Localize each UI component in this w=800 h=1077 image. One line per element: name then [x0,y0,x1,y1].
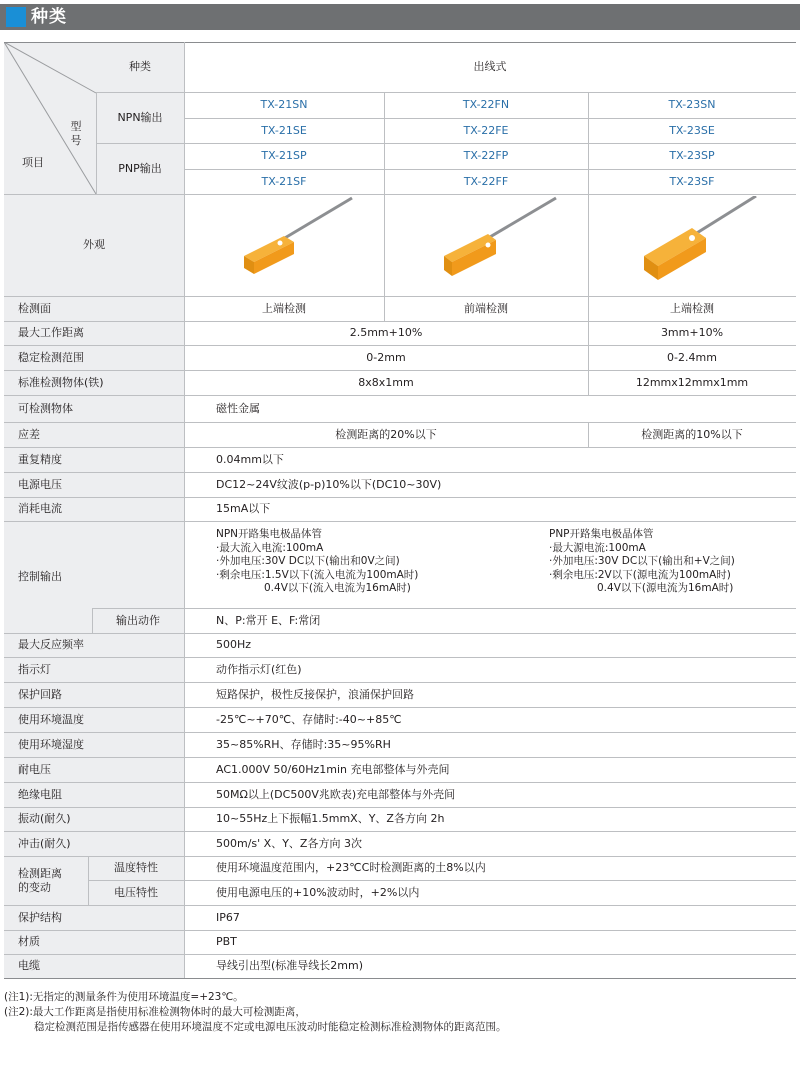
spec-value: 短路保护，极性反接保护，浪涌保护回路 [216,687,414,701]
spec-value: 500m/s' X、Y、Z各方向 3次 [216,836,362,850]
grid-line [96,143,796,144]
spec-value: 8x8x1mm [358,375,414,389]
spec-label: 最大反应频率 [18,638,84,651]
spec-label: 使用环境湿度 [18,737,84,751]
spec-value: 3mm+10% [660,326,724,339]
grid-line [184,42,185,978]
npn-output-spec: NPN开路集电极晶体管 ·最大流入电流:100mA ·外加电压:30V DC以下(输出和0V之间) ·剩余电压:1.5V以下(流入电流为100mA时) 0.4V以下(流入电流为16mA时) [216,528,419,594]
model-cell: TX-23SN [668,98,716,111]
grid-line [384,92,385,321]
model-cell: TX-22FP [463,149,509,162]
spec-value: 导线引出型(标准导线长2mm) [216,959,364,972]
spec-label: 消耗电流 [18,502,62,515]
grid-line [4,807,796,808]
grid-line [92,608,93,633]
model-cell: TX-22FE [463,123,509,137]
spec-label: 应差 [18,427,40,441]
spec-label: 耐电压 [18,762,51,776]
spec-label: 绝缘电阻 [18,787,62,801]
spec-value: 35~85%RH、存储时:35~95%RH [216,737,391,751]
grid-line [96,92,796,93]
spec-value: 10~55Hz上下振幅1.5mmX、Y、Z各方向 2h [216,812,445,825]
spec-value: 0-2mm [366,350,406,364]
type-value: 出线式 [473,60,507,73]
grid-line [588,92,589,395]
grid-line [588,422,589,447]
spec-value: 前端检测 [464,301,508,315]
spec-value: 500Hz [216,638,252,651]
grid-line [4,422,796,423]
footnote: 稳定检测范围是指传感器在使用环境温度不定或电源电压波动时能稳定检测标准检测物体的距离范围。 [34,1021,507,1033]
spec-value: 使用环境温度范围内，+23℃C时检测距离的土8%以内 [216,861,486,874]
spec-value: 检测距离的20%以下 [335,427,437,441]
spec-label: 电缆 [18,959,40,972]
spec-label: 保护结构 [18,910,62,924]
spec-label: 稳定检测范围 [18,350,84,364]
model-cell: TX-23SP [669,149,715,162]
spec-sublabel: 温度特性 [114,861,158,874]
grid-line [184,118,796,119]
grid-line [4,856,796,857]
spec-value: N、P:常开 E、F:常闭 [216,613,321,627]
spec-value: DC12~24V纹波(p-p)10%以下(DC10~30V) [216,477,442,491]
spec-value: 2.5mm+10% [349,326,423,339]
model-cell: TX-23SF [669,174,715,188]
grid-line [88,856,89,905]
appearance-label: 外观 [83,238,105,251]
grid-line [4,497,796,498]
sensor-image-tx21 [230,196,370,294]
spec-label: 使用环境温度 [18,712,84,726]
spec-value: 使用电源电压的+10%波动时，+2%以内 [216,885,420,899]
model-cell: TX-21SF [261,174,307,188]
section-accent-block [6,7,26,27]
model-label: 型号 [70,120,82,147]
grid-line [4,447,796,448]
spec-label: 标准检测物体(铁) [18,375,104,389]
spec-value: 0-2.4mm [667,350,717,364]
spec-value: 12mmx12mmx1mm [635,375,749,389]
npn-output-label: NPN输出 [117,110,163,124]
grid-line [88,880,796,881]
spec-value: 15mA以下 [216,502,271,515]
spec-value: 0.04mm以下 [216,452,284,466]
spec-value: 50MΩ以上(DC500V兆欧表)充电部整体与外壳间 [216,787,456,801]
grid-line [4,782,796,783]
pnp-output-label: PNP输出 [118,161,162,175]
spec-label: 控制输出 [18,570,62,583]
sensor-image-tx22 [430,196,570,294]
table-border-bottom [4,978,796,979]
grid-line [4,682,796,683]
spec-value: 磁性金属 [216,401,260,415]
grid-line [4,657,796,658]
spec-value: 检测距离的10%以下 [641,427,743,441]
model-cell: TX-22FF [463,174,509,188]
footnotes [4,990,507,1035]
pnp-output-spec: PNP开路集电极晶体管 ·最大源电流:100mA ·外加电压:30V DC以下(输出和+V之间) ·剩余电压:2V以下(源电流为100mA时) 0.4V以下(源电流为16mA时) [549,528,735,594]
grid-line [4,472,796,473]
grid-line [4,732,796,733]
model-cell: TX-21SE [261,123,307,137]
model-cell: TX-23SE [669,123,715,137]
spec-label: 指示灯 [18,662,51,676]
footnote: (注1):无指定的测量条件为使用环境温度=+23℃。 [4,991,244,1003]
grid-line [4,930,796,931]
spec-label: 振动(耐久) [18,812,71,825]
grid-line [4,757,796,758]
item-label: 项目 [22,156,44,169]
grid-line [4,345,796,346]
grid-line [4,395,796,396]
model-cell: TX-21SN [260,98,308,111]
grid-line [92,608,796,609]
spec-label: 冲击(耐久) [18,836,71,850]
section-title: 种类 [31,7,67,27]
spec-value: AC1.000V 50/60Hz1min 充电部整体与外壳间 [216,762,450,776]
spec-value: 上端检测 [262,301,306,315]
grid-line [4,633,796,634]
spec-value: -25℃~+70℃、存储时:-40~+85℃ [216,712,402,726]
spec-value: 动作指示灯(红色) [216,662,302,676]
section-header-bar [0,4,800,30]
sensor-image-tx23 [636,196,776,294]
grid-line [4,370,796,371]
spec-label: 电源电压 [18,477,62,491]
type-label: 种类 [129,60,151,73]
spec-sublabel: 输出动作 [116,613,160,627]
spec-label: 材质 [18,935,40,948]
grid-line [4,905,796,906]
spec-label: 重复精度 [18,452,62,466]
table-border-top [4,42,796,43]
model-cell: TX-21SP [261,149,307,162]
grid-line [4,707,796,708]
grid-line [4,521,796,522]
grid-line [4,831,796,832]
spec-value: IP67 [216,910,240,924]
grid-line [4,954,796,955]
grid-line [4,296,796,297]
grid-line [4,194,796,195]
spec-value: 上端检测 [670,301,714,315]
spec-value: PBT [216,935,237,948]
spec-label: 保护回路 [18,687,62,701]
footnote: (注2):最大工作距离是指使用标准检测物体时的最大可检测距离， [4,1006,306,1018]
spec-label-variation: 检测距离 的变动 [18,866,62,894]
spec-sublabel: 电压特性 [114,885,158,899]
grid-line [96,92,97,194]
spec-label: 可检测物体 [18,401,73,415]
spec-label: 最大工作距离 [18,326,84,339]
model-cell: TX-22FN [462,98,510,111]
spec-label: 检测面 [18,301,51,315]
grid-line [4,321,796,322]
grid-line [184,169,796,170]
